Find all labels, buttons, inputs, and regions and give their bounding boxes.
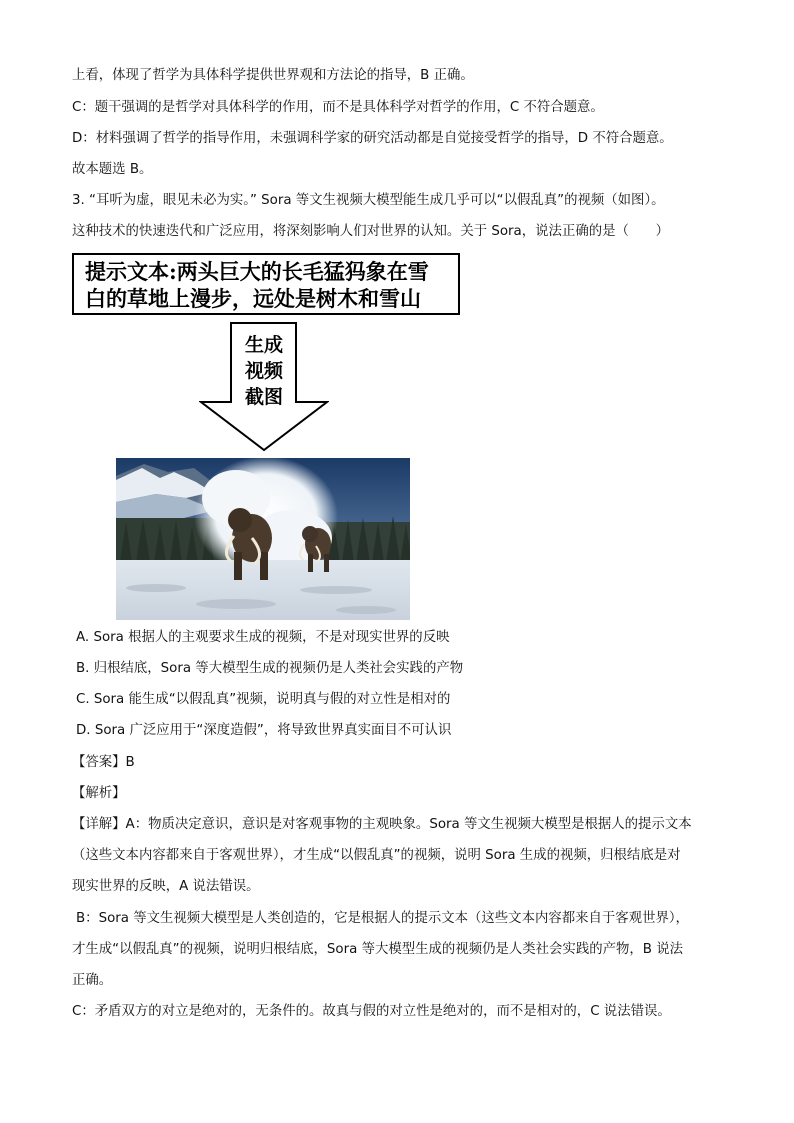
text-line: 上看，体现了哲学为具体科学提供世界观和方法论的指导，B 正确。 bbox=[72, 68, 474, 83]
text-line: 故本题选 B。 bbox=[72, 162, 153, 177]
text-line: C：题干强调的是哲学对具体科学的作用，而不是具体科学对哲学的作用，C 不符合题意。 bbox=[72, 100, 604, 115]
prompt-line: 白的草地上漫步，远处是树木和雪山 bbox=[85, 286, 421, 311]
answer-label: 【答案】B bbox=[72, 755, 135, 770]
question-stem: 这种技术的快速迭代和广泛应用，将深刻影响人们对世界的认知。关于 Sora，说法正确的是（ ） bbox=[72, 224, 670, 239]
explanation-line: C：矛盾双方的对立是绝对的，无条件的。故真与假的对立性是绝对的，而不是相对的，C 说法错误。 bbox=[72, 1004, 671, 1019]
option-a: A. Sora 根据人的主观要求生成的视频，不是对现实世界的反映 bbox=[76, 630, 450, 645]
explanation-line: （这些文本内容都来自于客观世界），才生成“以假乱真”的视频，说明 Sora 生成的视频，归根结底是对 bbox=[72, 848, 681, 863]
text-line: D：材料强调了哲学的指导作用，未强调科学家的研究活动都是自觉接受哲学的指导，D 不符合题意。 bbox=[72, 131, 673, 146]
explanation-line: B：Sora 等文生视频大模型是人类创造的，它是根据人的提示文本（这些文本内容都来自于客观世界）， bbox=[76, 911, 689, 926]
option-c: C. Sora 能生成“以假乱真”视频，说明真与假的对立性是相对的 bbox=[76, 692, 451, 707]
prompt-line: 提示文本:两头巨大的长毛猛犸象在雪 bbox=[85, 259, 429, 284]
explanation-line: 现实世界的反映，A 说法错误。 bbox=[72, 879, 260, 894]
explanation-line: 正确。 bbox=[72, 973, 113, 988]
analysis-label: 【解析】 bbox=[72, 786, 126, 801]
question-stem: 3. “耳听为虚，眼见未必为实。” Sora 等文生视频大模型能生成几乎可以“以假乱真”的视频（如图）。 bbox=[72, 193, 665, 208]
option-d: D. Sora 广泛应用于“深度造假”，将导致世界真实面目不可认识 bbox=[76, 723, 452, 738]
mammoth-video-screenshot bbox=[116, 458, 410, 620]
prompt-text-box bbox=[72, 253, 460, 315]
arrow-label: 生成 bbox=[244, 334, 283, 356]
generate-arrow bbox=[199, 322, 329, 452]
arrow-label: 视频 bbox=[244, 360, 283, 382]
option-b: B. 归根结底，Sora 等大模型生成的视频仍是人类社会实践的产物 bbox=[76, 661, 464, 676]
explanation-line: 才生成“以假乱真”的视频，说明归根结底，Sora 等大模型生成的视频仍是人类社会实践的产物，B 说法 bbox=[72, 942, 683, 957]
arrow-label: 截图 bbox=[244, 386, 283, 408]
explanation-line: 【详解】A：物质决定意识，意识是对客观事物的主观映象。Sora 等文生视频大模型是根据人的提示文本 bbox=[72, 817, 692, 832]
